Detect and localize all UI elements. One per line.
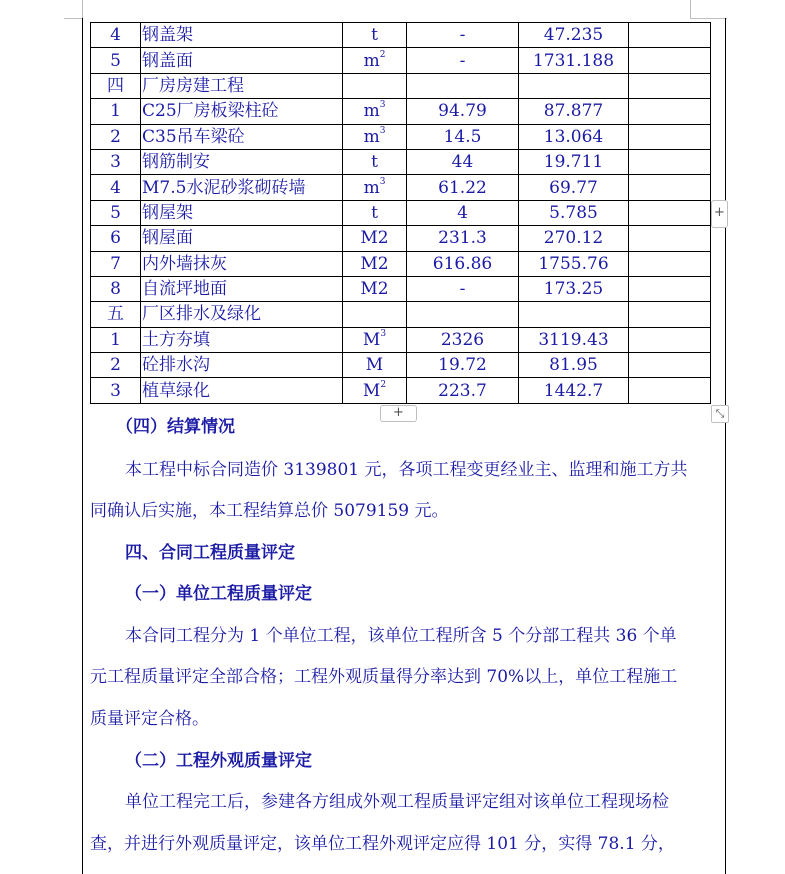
- cell-contract-quantity[interactable]: [407, 124, 519, 149]
- cell-unit-text: t: [371, 202, 378, 223]
- cell-number-text: 1: [110, 101, 121, 122]
- cell-number-text: 2: [110, 126, 121, 147]
- cell-unit-text: m: [363, 126, 380, 147]
- cell-number[interactable]: [91, 353, 141, 378]
- cell-item-name[interactable]: [141, 175, 343, 200]
- table-row: [91, 327, 711, 352]
- cell-unit[interactable]: [343, 226, 407, 251]
- cell-unit[interactable]: [343, 251, 407, 276]
- table-row: [91, 200, 711, 225]
- cell-item-name-text: 钢屋架: [142, 202, 193, 223]
- cell-number-text: 4: [110, 177, 121, 198]
- cell-unit[interactable]: [343, 23, 407, 48]
- unit-superscript: 3: [379, 176, 386, 187]
- cell-note[interactable]: [629, 124, 711, 149]
- cell-note[interactable]: [629, 226, 711, 251]
- unit-superscript: 2: [379, 49, 386, 60]
- cell-unit-text: M: [362, 329, 381, 350]
- cell-contract-quantity[interactable]: [407, 149, 519, 174]
- page-left-border: [82, 18, 83, 874]
- cell-unit-text: t: [371, 25, 378, 46]
- cell-item-name-text: C35吊车梁砼: [142, 126, 245, 147]
- cell-item-name[interactable]: [141, 23, 343, 48]
- cell-number[interactable]: [91, 48, 141, 73]
- table-row: [91, 378, 711, 403]
- cell-note[interactable]: [629, 200, 711, 225]
- cell-contract-quantity-text: 231.3: [438, 228, 487, 249]
- cell-item-name-text: 钢屋面: [142, 228, 193, 249]
- cell-settled-quantity-text: 1755.76: [538, 253, 609, 274]
- cell-contract-quantity[interactable]: [407, 23, 519, 48]
- cell-contract-quantity-text: 44: [451, 152, 474, 173]
- cell-item-name[interactable]: [141, 302, 343, 327]
- table-resize-handle[interactable]: ⤡: [711, 405, 729, 423]
- heading-settlement: （四）结算情况: [116, 417, 235, 437]
- cell-unit-text: M2: [360, 253, 389, 274]
- table-row: [91, 226, 711, 251]
- cell-unit[interactable]: [343, 302, 407, 327]
- cell-settled-quantity[interactable]: [519, 302, 629, 327]
- quantities-table[interactable]: [90, 22, 711, 404]
- cell-item-name-text: 厂区排水及绿化: [142, 304, 261, 325]
- cell-settled-quantity[interactable]: [519, 327, 629, 352]
- cell-settled-quantity[interactable]: [519, 48, 629, 73]
- table-row: [91, 175, 711, 200]
- cell-number-text: 3: [110, 152, 121, 173]
- cell-settled-quantity[interactable]: [519, 124, 629, 149]
- cell-settled-quantity[interactable]: [519, 99, 629, 124]
- cell-settled-quantity[interactable]: [519, 23, 629, 48]
- unit-superscript: 2: [380, 379, 387, 390]
- cell-item-name-text: 植草绿化: [142, 380, 210, 401]
- cell-settled-quantity[interactable]: [519, 226, 629, 251]
- cell-note[interactable]: [629, 251, 711, 276]
- cell-item-name[interactable]: [141, 251, 343, 276]
- cell-number-text: 5: [110, 202, 121, 223]
- cell-number-text: 4: [110, 25, 121, 46]
- cell-unit[interactable]: [343, 149, 407, 174]
- paragraph-appearance-line2: 查，并进行外观质量评定，该单位工程外观评定应得 101 分，实得 78.1 分，: [90, 834, 675, 854]
- cell-settled-quantity-text: 13.064: [543, 126, 604, 147]
- cell-contract-quantity[interactable]: [407, 73, 519, 98]
- cell-unit[interactable]: [343, 327, 407, 352]
- cell-item-name[interactable]: [141, 378, 343, 403]
- cell-item-name-text: M7.5水泥砂浆砌砖墙: [142, 177, 306, 198]
- cell-note[interactable]: [629, 175, 711, 200]
- cell-settled-quantity[interactable]: [519, 73, 629, 98]
- paragraph-unit-line2: 元工程质量评定全部合格；工程外观质量得分率达到 70%以上，单位工程施工: [90, 667, 678, 687]
- cell-note[interactable]: [629, 378, 711, 403]
- cell-settled-quantity[interactable]: [519, 378, 629, 403]
- cell-number[interactable]: [91, 302, 141, 327]
- table-row: [91, 149, 711, 174]
- cell-item-name[interactable]: [141, 48, 343, 73]
- cell-unit[interactable]: [343, 378, 407, 403]
- cell-unit-text: M2: [360, 228, 389, 249]
- cell-item-name-text: 厂房房建工程: [142, 75, 244, 96]
- table-row: [91, 276, 711, 301]
- cell-item-name-text: 砼排水沟: [142, 355, 210, 376]
- cell-number-text: 2: [110, 355, 121, 376]
- table-row: [91, 73, 711, 98]
- cell-item-name[interactable]: [141, 99, 343, 124]
- cell-settled-quantity[interactable]: [519, 175, 629, 200]
- unit-superscript: 3: [379, 100, 386, 111]
- cell-settled-quantity-text: 1731.188: [532, 50, 615, 71]
- cell-settled-quantity[interactable]: [519, 353, 629, 378]
- cell-settled-quantity-text: 47.235: [543, 25, 604, 46]
- cell-note[interactable]: [629, 327, 711, 352]
- cell-contract-quantity-text: 94.79: [438, 101, 487, 122]
- cell-unit-text: M: [365, 355, 384, 376]
- cell-number[interactable]: [91, 124, 141, 149]
- cell-unit[interactable]: [343, 276, 407, 301]
- cell-unit-text: M2: [360, 279, 389, 300]
- cell-contract-quantity-text: 61.22: [438, 177, 487, 198]
- paragraph-unit-line1: 本合同工程分为 1 个单位工程，该单位工程所含 5 个分部工程共 36 个单: [125, 626, 677, 646]
- table-row: [91, 302, 711, 327]
- cell-unit-text: m: [363, 50, 380, 71]
- heading-unit-quality: （一）单位工程质量评定: [125, 584, 312, 604]
- cell-contract-quantity-text: 616.86: [432, 253, 493, 274]
- unit-superscript: 3: [379, 125, 386, 136]
- add-row-handle[interactable]: +: [380, 405, 417, 422]
- cell-settled-quantity-text: 270.12: [543, 228, 604, 249]
- cell-contract-quantity[interactable]: [407, 327, 519, 352]
- cell-number-text: 5: [110, 50, 121, 71]
- cell-unit[interactable]: [343, 99, 407, 124]
- cell-contract-quantity[interactable]: [407, 251, 519, 276]
- cell-number[interactable]: [91, 200, 141, 225]
- cell-item-name[interactable]: [141, 226, 343, 251]
- cell-number[interactable]: [91, 99, 141, 124]
- cell-contract-quantity-text: 2326: [440, 329, 485, 350]
- cell-item-name-text: 钢盖架: [142, 25, 193, 46]
- cell-unit-text: m: [363, 101, 380, 122]
- table-row: [91, 23, 711, 48]
- cell-contract-quantity[interactable]: [407, 48, 519, 73]
- cell-number-text: 五: [107, 304, 124, 325]
- cell-contract-quantity[interactable]: [407, 378, 519, 403]
- cell-number-text: 8: [110, 279, 121, 300]
- cell-contract-quantity-text: 223.7: [438, 380, 487, 401]
- cell-unit[interactable]: [343, 48, 407, 73]
- cell-contract-quantity[interactable]: [407, 353, 519, 378]
- cell-number-text: 7: [110, 253, 121, 274]
- cell-contract-quantity-text: 19.72: [438, 355, 487, 376]
- cell-unit[interactable]: [343, 73, 407, 98]
- cell-settled-quantity-text: 3119.43: [538, 329, 609, 350]
- margin-guide-top-right: [690, 0, 727, 19]
- cell-item-name[interactable]: [141, 73, 343, 98]
- cell-item-name[interactable]: [141, 276, 343, 301]
- cell-item-name-text: 钢盖面: [142, 50, 193, 71]
- cell-note[interactable]: [629, 302, 711, 327]
- table-row: [91, 353, 711, 378]
- cell-number[interactable]: [91, 73, 141, 98]
- cell-number[interactable]: [91, 251, 141, 276]
- cell-contract-quantity-text: -: [459, 279, 466, 300]
- cell-settled-quantity-text: 87.877: [543, 101, 604, 122]
- cell-contract-quantity[interactable]: [407, 226, 519, 251]
- cell-number[interactable]: [91, 226, 141, 251]
- cell-note[interactable]: [629, 353, 711, 378]
- cell-unit[interactable]: [343, 124, 407, 149]
- cell-unit-text: M: [362, 380, 381, 401]
- unit-superscript: 3: [380, 328, 387, 339]
- cell-item-name-text: C25厂房板梁柱砼: [142, 101, 279, 122]
- cell-item-name-text: 土方夯填: [142, 329, 210, 350]
- cell-number[interactable]: [91, 276, 141, 301]
- cell-item-name[interactable]: [141, 149, 343, 174]
- cell-contract-quantity[interactable]: [407, 302, 519, 327]
- margin-guide-top-left: [64, 0, 83, 19]
- cell-item-name-text: 自流坪地面: [142, 279, 227, 300]
- cell-settled-quantity[interactable]: [519, 149, 629, 174]
- cell-item-name[interactable]: [141, 124, 343, 149]
- cell-number[interactable]: [91, 378, 141, 403]
- cell-number[interactable]: [91, 175, 141, 200]
- add-column-handle[interactable]: +: [711, 200, 728, 228]
- cell-contract-quantity[interactable]: [407, 276, 519, 301]
- cell-settled-quantity[interactable]: [519, 251, 629, 276]
- cell-contract-quantity-text: 14.5: [443, 126, 482, 147]
- cell-note[interactable]: [629, 23, 711, 48]
- cell-settled-quantity[interactable]: [519, 200, 629, 225]
- cell-item-name[interactable]: [141, 327, 343, 352]
- cell-item-name[interactable]: [141, 200, 343, 225]
- paragraph-appearance-line1: 单位工程完工后，参建各方组成外观工程质量评定组对该单位工程现场检: [125, 792, 669, 812]
- cell-settled-quantity-text: 69.77: [549, 177, 598, 198]
- table-row: [91, 124, 711, 149]
- cell-unit[interactable]: [343, 353, 407, 378]
- paragraph-unit-line3: 质量评定合格。: [90, 709, 209, 729]
- table-row: [91, 251, 711, 276]
- cell-note[interactable]: [629, 99, 711, 124]
- heading-quality-evaluation: 四、合同工程质量评定: [125, 543, 295, 563]
- cell-contract-quantity[interactable]: [407, 200, 519, 225]
- cell-unit-text: t: [371, 152, 378, 173]
- paragraph-settlement-line1: 本工程中标合同造价 3139801 元，各项工程变更经业主、监理和施工方共: [125, 460, 688, 480]
- cell-settled-quantity-text: 81.95: [549, 355, 598, 376]
- cell-unit[interactable]: [343, 200, 407, 225]
- cell-number[interactable]: [91, 23, 141, 48]
- cell-item-name[interactable]: [141, 353, 343, 378]
- cell-number-text: 四: [107, 75, 124, 96]
- cell-number[interactable]: [91, 149, 141, 174]
- heading-appearance-quality: （二）工程外观质量评定: [125, 751, 312, 771]
- cell-contract-quantity[interactable]: [407, 99, 519, 124]
- cell-number-text: 1: [110, 329, 121, 350]
- cell-settled-quantity-text: 173.25: [543, 279, 604, 300]
- cell-contract-quantity[interactable]: [407, 175, 519, 200]
- cell-item-name-text: 内外墙抹灰: [142, 253, 227, 274]
- cell-note[interactable]: [629, 48, 711, 73]
- cell-settled-quantity-text: 19.711: [543, 152, 604, 173]
- cell-note[interactable]: [629, 149, 711, 174]
- cell-note[interactable]: [629, 73, 711, 98]
- cell-contract-quantity-text: 4: [457, 202, 468, 223]
- cell-settled-quantity-text: 1442.7: [543, 380, 604, 401]
- table-row: [91, 48, 711, 73]
- cell-unit-text: m: [363, 177, 380, 198]
- table-row: [91, 99, 711, 124]
- cell-number-text: 6: [110, 228, 121, 249]
- cell-note[interactable]: [629, 276, 711, 301]
- cell-contract-quantity-text: -: [459, 50, 466, 71]
- cell-contract-quantity-text: -: [459, 25, 466, 46]
- cell-unit[interactable]: [343, 175, 407, 200]
- paragraph-settlement-line2: 同确认后实施，本工程结算总价 5079159 元。: [90, 501, 449, 521]
- cell-settled-quantity-text: 5.785: [549, 202, 598, 223]
- cell-number[interactable]: [91, 327, 141, 352]
- cell-settled-quantity[interactable]: [519, 276, 629, 301]
- cell-number-text: 3: [110, 380, 121, 401]
- cell-item-name-text: 钢筋制安: [142, 152, 210, 173]
